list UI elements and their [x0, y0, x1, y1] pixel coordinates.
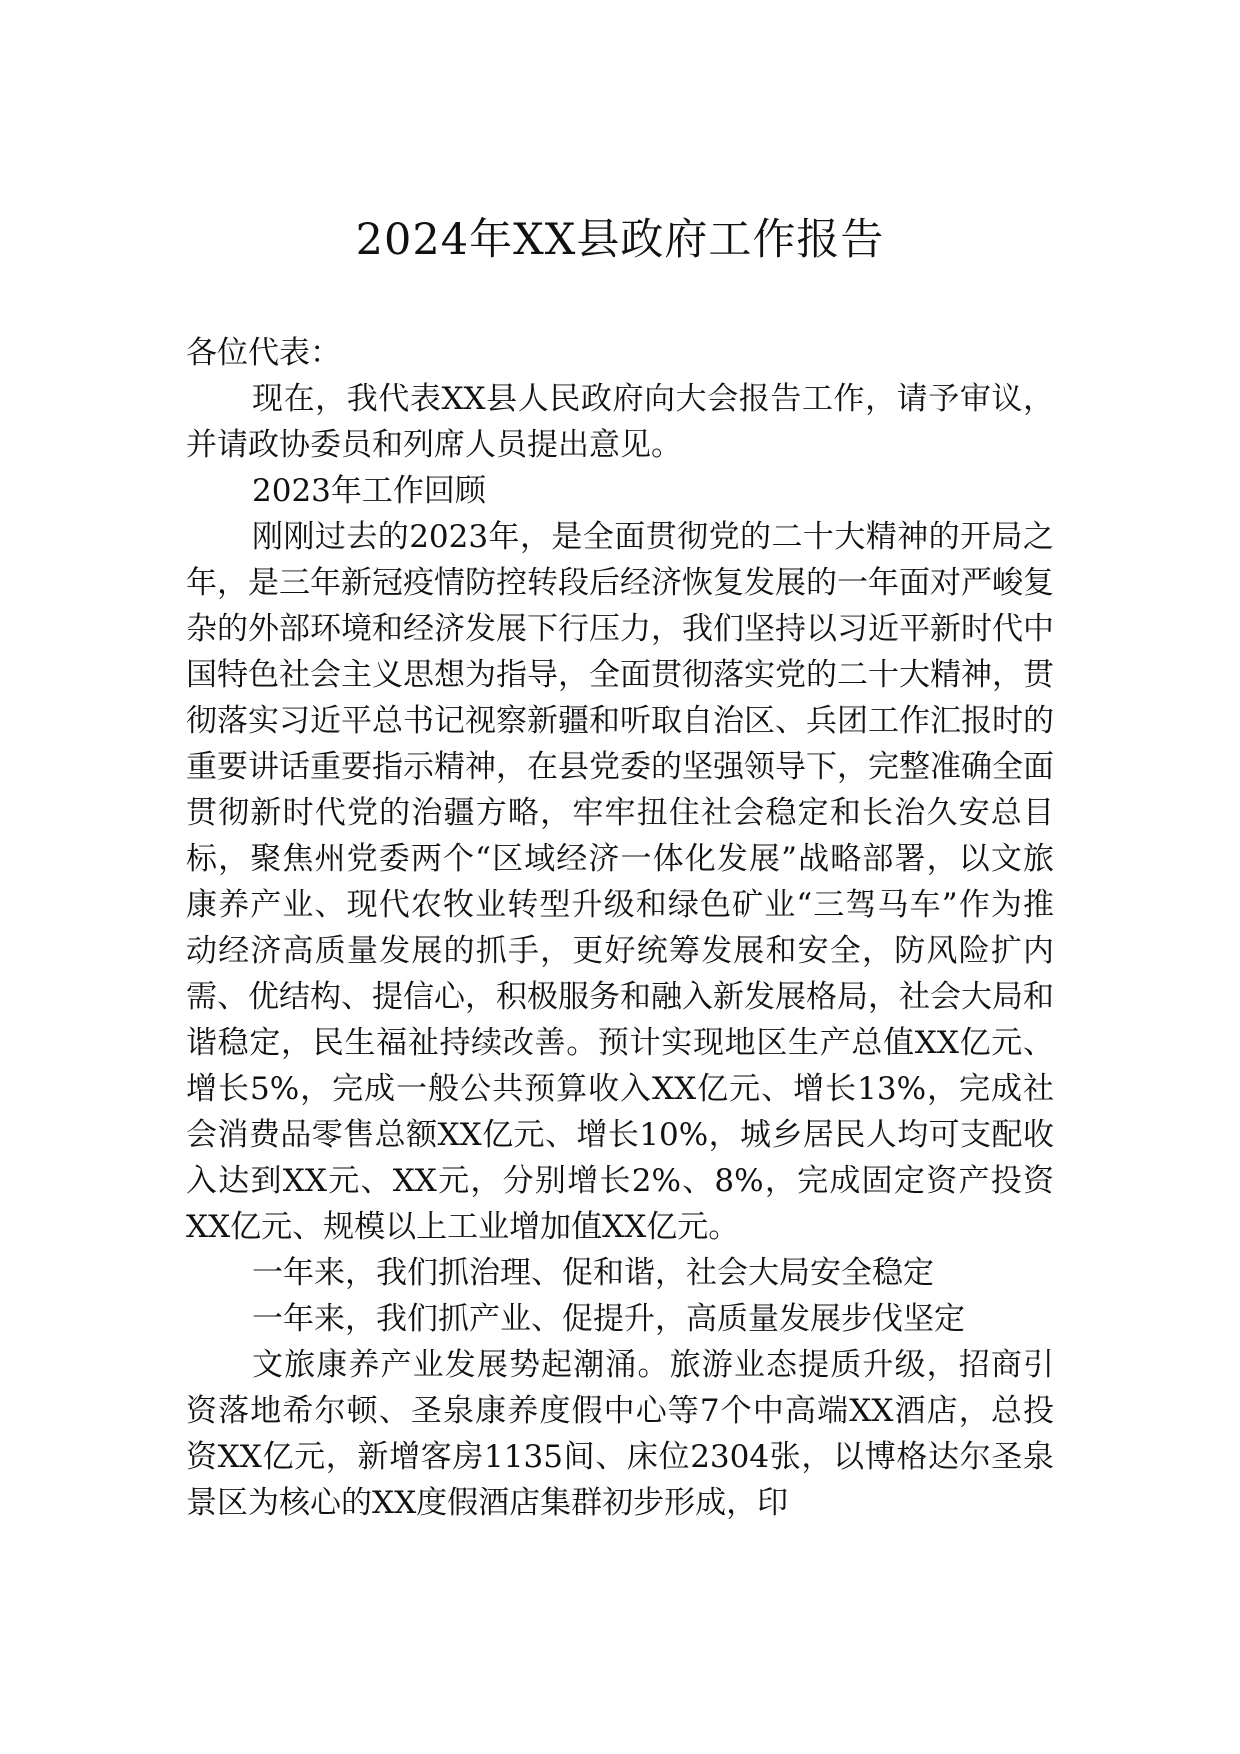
subheading-governance: 一年来，我们抓治理、促和谐，社会大局安全稳定 — [252, 1255, 934, 1291]
paragraph-overview: 刚刚过去的2023年，是全面贯彻党的二十大精神的开局之年，是三年新冠疫情防控转段后经济恢复发展的一年面对严峻复杂的外部环境和经济发展下行压力，我们坚持以习近平新时代中国特色社会主义思想为指导，全面贯彻落实党的二十大精神，贯彻落实习近平总书记视察新疆和听取自治区、兵团工作汇报时的重要讲话重要指示精神，在县党委的坚强领导下，完整准确全面贯彻新时代党的治疆方略，牢牢扭住社会稳定和长治久安总目标，聚焦州党委两个“区域经济一体化发展”战略部署，以文旅康养产业、现代农牧业转型升级和绿色矿业“三驾马车”作为推动经济高质量发展的抓手，更好统筹发展和安全，防风险扩内需、优结构、提信心，积极服务和融入新发展格局，社会大局和谐稳定，民生福祉持续改善。预计实现地区生产总值XX亿元、增长5%，完成一般公共预算收入XX亿元、增长13%，完成社会消费品零售总额XX亿元、增长10%，城乡居民人均可支配收入达到XX元、XX元，分别增长2%、8%，完成固定资产投资XX亿元、规模以上工业增加值XX亿元。 — [186, 519, 1054, 1245]
document-title: 2024年XX县政府工作报告 — [355, 215, 885, 265]
section-heading-review: 2023年工作回顾 — [252, 473, 486, 509]
paragraph-tourism: 文旅康养产业发展势起潮涌。旅游业态提质升级，招商引资落地希尔顿、圣泉康养度假中心等7个中高端XX酒店，总投资XX亿元，新增客房1135间、床位2304张，以博格达尔圣泉景区为核心的XX度假酒店集群初步形成，印 — [186, 1347, 1054, 1521]
subheading-industry: 一年来，我们抓产业、促提升，高质量发展步伐坚定 — [252, 1301, 965, 1337]
document-body — [186, 330, 1054, 1526]
salutation: 各位代表： — [186, 335, 341, 371]
paragraph-opening: 现在，我代表XX县人民政府向大会报告工作，请予审议，并请政协委员和列席人员提出意见。 — [186, 381, 1054, 463]
